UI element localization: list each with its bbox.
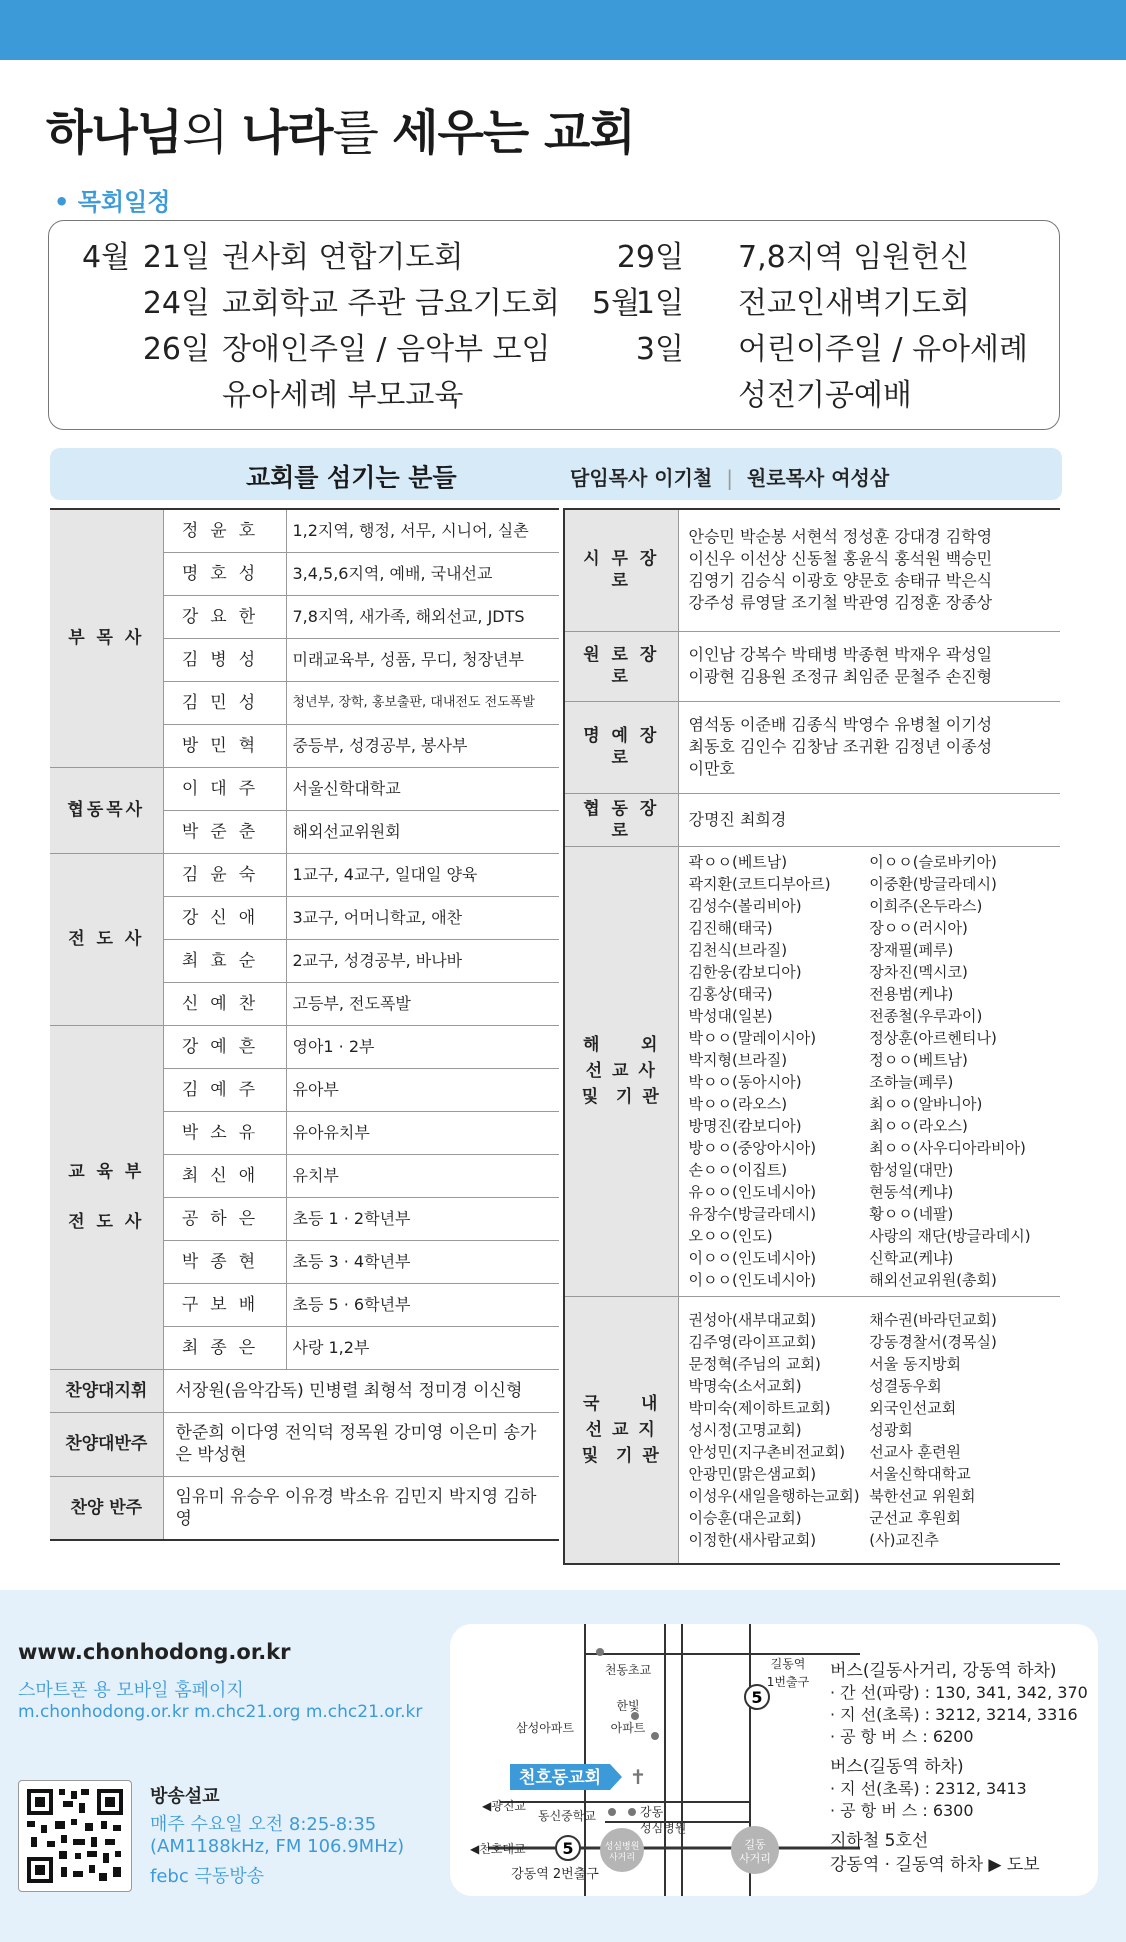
mission-entry: 안광민(맑은샘교회) bbox=[688, 1464, 817, 1483]
music-row bbox=[50, 1476, 559, 1540]
schedule-month: 5월 bbox=[592, 286, 641, 321]
elder-names-line: 강주성 류영달 조기철 박관영 김정훈 장종상 bbox=[688, 593, 993, 613]
map-label: ◀광진교 bbox=[482, 1799, 527, 1813]
staff-duty: 1교구, 4교구, 일대일 양육 bbox=[286, 853, 559, 896]
mission-entry: 최ㅇㅇ(라오스) bbox=[869, 1117, 968, 1135]
mission-entry: 이성우(새일을행하는교회) bbox=[688, 1486, 860, 1505]
bus1-line: · 공 항 버 스 : 6200 bbox=[830, 1727, 974, 1746]
mission-entry: 정ㅇㅇ(베트남) bbox=[869, 1051, 968, 1069]
bus1-line: · 지 선(초록) : 3212, 3214, 3316 bbox=[830, 1705, 1078, 1724]
staff-table-left bbox=[50, 508, 559, 1541]
map-label: 성심병원 bbox=[640, 1821, 687, 1835]
staff-banner bbox=[50, 448, 1062, 500]
schedule-day: 1일 bbox=[635, 286, 684, 321]
staff-category: 전 도 사 bbox=[50, 853, 163, 1025]
bus2-line: · 공 항 버 스 : 6300 bbox=[830, 1801, 974, 1820]
mobile-urls[interactable]: m.chonhodong.or.kr m.chc21.org m.chc21.or.kr bbox=[18, 1702, 423, 1722]
schedule-day: 26일 bbox=[142, 332, 210, 367]
schedule-event: 권사회 연합기도회 bbox=[222, 240, 464, 275]
mission-entry: 박미숙(제이하트교회) bbox=[688, 1398, 831, 1417]
mission-entry: 유장수(방글라데시) bbox=[688, 1205, 817, 1223]
map-label: 길동 bbox=[744, 1838, 766, 1851]
staff-name: 공하은 bbox=[163, 1197, 286, 1240]
mission-entry: 이중환(방글라데시) bbox=[869, 875, 997, 893]
broadcast-frequency: (AM1188kHz, FM 106.9MHz) bbox=[150, 1836, 405, 1857]
staff-banner-pastors bbox=[570, 462, 889, 491]
mission-entry: 오ㅇㅇ(인도) bbox=[688, 1227, 773, 1245]
staff-duty: 유아유치부 bbox=[286, 1111, 559, 1154]
mission-entry: 이ㅇㅇ(슬로바키아) bbox=[869, 853, 997, 871]
map-label: 강동 bbox=[640, 1805, 664, 1819]
staff-duty: 미래교육부, 성품, 무디, 청장년부 bbox=[286, 638, 559, 681]
mission-entry: 안성민(지구촌비전교회) bbox=[688, 1442, 846, 1461]
map-dot bbox=[608, 1808, 616, 1816]
elder-names-line: 안승민 박순봉 서현석 정성훈 강대경 김학영 bbox=[688, 527, 993, 547]
mission-column bbox=[689, 1309, 870, 1551]
church-label: 천호동교회 bbox=[518, 1768, 602, 1788]
broadcast-time: 매주 수요일 오전 8:25-8:35 bbox=[150, 1814, 377, 1835]
bus2-title: 버스(길동역 하차) bbox=[830, 1757, 964, 1777]
staff-name: 강요한 bbox=[163, 595, 286, 638]
mobile-label: 스마트폰 용 모바일 홈페이지 bbox=[18, 1680, 244, 1701]
staff-name: 박소유 bbox=[163, 1111, 286, 1154]
staff-table-right bbox=[563, 508, 1060, 1565]
page-title: 하나님의 나라를 세우는 교회 bbox=[46, 105, 635, 161]
elder-names-line: 강명진 최희경 bbox=[688, 809, 787, 829]
music-row bbox=[50, 1412, 559, 1476]
mission-entry: 이ㅇㅇ(인도네시아) bbox=[688, 1271, 817, 1289]
staff-name: 김예주 bbox=[163, 1068, 286, 1111]
mission-category-line: 해 외 bbox=[583, 1035, 660, 1055]
staff-duty: 3교구, 어머니학교, 애찬 bbox=[286, 896, 559, 939]
staff-duty: 초등 5 · 6학년부 bbox=[286, 1283, 559, 1326]
mission-entry: 박ㅇㅇ(말레이시아) bbox=[688, 1029, 817, 1047]
broadcast-title: 방송설교 bbox=[150, 1786, 220, 1807]
mission-entry: 황ㅇㅇ(네팔) bbox=[869, 1205, 954, 1223]
staff-name: 강신애 bbox=[163, 896, 286, 939]
mission-entry: 정상훈(아르헨티나) bbox=[869, 1029, 997, 1047]
mission-entry: 방명진(캄보디아) bbox=[688, 1117, 802, 1135]
music-category: 찬양대반주 bbox=[50, 1412, 163, 1476]
mission-entry: 김홍상(태국) bbox=[688, 985, 773, 1003]
staff-category bbox=[50, 1025, 163, 1369]
staff-name: 최종은 bbox=[163, 1326, 286, 1369]
staff-name: 방민혁 bbox=[163, 724, 286, 767]
mission-entry: 유ㅇㅇ(인도네시아) bbox=[688, 1183, 817, 1201]
elder-category: 협 동 장 로 bbox=[564, 793, 678, 846]
elder-names bbox=[678, 631, 1060, 701]
mission-entry: 전용범(케냐) bbox=[869, 985, 954, 1003]
mission-entry: 사랑의 재단(방글라데시) bbox=[869, 1227, 1031, 1245]
staff-duty: 해외선교위원회 bbox=[286, 810, 559, 853]
mission-row bbox=[564, 846, 1060, 1296]
mission-category-line: 선 교 지 bbox=[585, 1419, 657, 1440]
schedule-event: 성전기공예배 bbox=[738, 378, 912, 413]
elder-row bbox=[564, 701, 1060, 793]
staff-row bbox=[50, 853, 559, 896]
schedule-day: 21일 bbox=[142, 240, 210, 275]
staff-name: 이대주 bbox=[163, 767, 286, 810]
map-label: 천동초교 bbox=[604, 1663, 652, 1677]
elder-names-line: 염석동 이준배 김종식 박영수 유병철 이기성 bbox=[688, 715, 993, 734]
staff-duty: 청년부, 장학, 홍보출판, 대내전도 전도폭발 bbox=[286, 681, 559, 724]
map-label: 동신중학교 bbox=[538, 1809, 596, 1823]
mission-entry: 곽지환(코트디부아르) bbox=[688, 875, 831, 893]
map-label: 성심병원 bbox=[604, 1842, 640, 1852]
mission-entry: 이정한(새사람교회) bbox=[688, 1530, 817, 1549]
qr-code-icon[interactable] bbox=[18, 1780, 132, 1892]
staff-name: 신예찬 bbox=[163, 982, 286, 1025]
mission-entry: 장차진(멕시코) bbox=[869, 963, 968, 981]
staff-duty: 1,2지역, 행정, 서무, 시니어, 실촌 bbox=[286, 509, 559, 552]
music-row bbox=[50, 1369, 559, 1412]
mission-entry: 성광회 bbox=[869, 1420, 913, 1439]
mission-entry: 해외선교위원(총회) bbox=[869, 1271, 997, 1289]
map-label: 삼성아파트 bbox=[516, 1721, 574, 1735]
mission-entry: 방ㅇㅇ(중앙아시아) bbox=[688, 1139, 817, 1157]
music-category: 찬양 반주 bbox=[50, 1476, 163, 1540]
mission-entry: 김주영(라이프교회) bbox=[688, 1332, 817, 1351]
map-dot bbox=[628, 1808, 636, 1816]
staff-duty: 서울신학대학교 bbox=[286, 767, 559, 810]
mission-column bbox=[869, 1309, 1050, 1551]
mission-column bbox=[689, 851, 870, 1291]
mission-entry: 곽ㅇㅇ(베트남) bbox=[688, 853, 788, 871]
staff-duty: 유치부 bbox=[286, 1154, 559, 1197]
staff-category: 협동목사 bbox=[50, 767, 163, 853]
mission-entry: 김천식(브라질) bbox=[688, 941, 788, 959]
elder-names bbox=[678, 701, 1060, 793]
mission-entry: 함성일(대만) bbox=[869, 1161, 954, 1179]
mission-entry: 최ㅇㅇ(알바니아) bbox=[869, 1095, 983, 1113]
elder-category: 시 무 장 로 bbox=[564, 509, 678, 631]
schedule-event: 전교인새벽기도회 bbox=[738, 286, 970, 321]
mission-entry: 박ㅇㅇ(라오스) bbox=[688, 1095, 788, 1113]
bus2-line: · 지 선(초록) : 2312, 3413 bbox=[830, 1779, 1027, 1798]
staff-duty: 고등부, 전도폭발 bbox=[286, 982, 559, 1025]
music-category: 찬양대지휘 bbox=[50, 1369, 163, 1412]
subway-title: 지하철 5호선 bbox=[830, 1831, 929, 1851]
map-dot bbox=[596, 1648, 604, 1656]
mission-category-line: 선 교 사 bbox=[585, 1061, 657, 1081]
staff-duty: 중등부, 성경공부, 봉사부 bbox=[286, 724, 559, 767]
map-label: 강동역 2번출구 bbox=[511, 1867, 599, 1882]
map-dot bbox=[631, 1712, 639, 1720]
staff-duty: 2교구, 성경공부, 바나바 bbox=[286, 939, 559, 982]
mission-entry: 선교사 훈련원 bbox=[869, 1442, 961, 1461]
bus1-line: · 간 선(파랑) : 130, 341, 342, 370 bbox=[830, 1683, 1088, 1702]
schedule-event: 7,8지역 임원헌신 bbox=[738, 240, 970, 275]
mission-entry: 권성아(새부대교회) bbox=[688, 1310, 817, 1329]
subway-line: 강동역 · 길동역 하차 ▶ 도보 bbox=[830, 1855, 1040, 1875]
schedule-event: 교회학교 주관 금요기도회 bbox=[222, 286, 560, 321]
elder-names-line: 김영기 김승식 이광호 양문호 송태규 박은식 bbox=[688, 571, 993, 591]
staff-name: 최신애 bbox=[163, 1154, 286, 1197]
map-label: 길동역 bbox=[770, 1657, 806, 1671]
music-members: 한준희 이다영 전익덕 정목원 강미영 이은미 송가은 박성현 bbox=[163, 1412, 559, 1476]
staff-category-line: 교 육 부 bbox=[68, 1162, 145, 1182]
staff-name: 강예흔 bbox=[163, 1025, 286, 1068]
elder-row bbox=[564, 793, 1060, 846]
broadcast-station: febc 극동방송 bbox=[150, 1866, 265, 1887]
mission-entry: 장ㅇㅇ(러시아) bbox=[869, 919, 968, 937]
mission-category bbox=[564, 846, 678, 1296]
map-label: 사거리 bbox=[739, 1852, 771, 1865]
mission-entry: 김성수(볼리비아) bbox=[688, 897, 802, 915]
mission-entry: 북한선교 위원회 bbox=[869, 1486, 976, 1505]
mission-entry: 현동석(케냐) bbox=[869, 1183, 954, 1201]
map-label: 사거리 bbox=[608, 1853, 636, 1863]
schedule-event: 유아세례 부모교육 bbox=[222, 378, 464, 413]
staff-name: 최효순 bbox=[163, 939, 286, 982]
mission-entry: 김한웅(캄보디아) bbox=[688, 963, 802, 981]
schedule-day: 29일 bbox=[616, 240, 684, 275]
schedule-day: 24일 bbox=[142, 286, 210, 321]
mission-entry: 박지형(브라질) bbox=[688, 1051, 788, 1069]
staff-duty: 초등 3 · 4학년부 bbox=[286, 1240, 559, 1283]
schedule-event: 장애인주일 / 음악부 모임 bbox=[222, 332, 551, 367]
elder-names-line: 최동호 김인수 김창남 조귀환 김정년 이종성 bbox=[688, 737, 993, 756]
staff-name: 구보배 bbox=[163, 1283, 286, 1326]
map-label: 아파트 bbox=[610, 1721, 646, 1735]
schedule-day: 3일 bbox=[635, 332, 684, 367]
staff-banner-title: 교회를 섬기는 분들 bbox=[246, 463, 457, 492]
music-members: 서장원(음악감독) 민병렬 최형석 정미경 이신형 bbox=[163, 1369, 559, 1412]
schedule-month: 4월 bbox=[82, 240, 131, 275]
schedule-heading: • 목회일정 bbox=[54, 188, 171, 216]
elder-category: 명 예 장 로 bbox=[564, 701, 678, 793]
mission-entry: 박성대(일본) bbox=[688, 1007, 773, 1025]
staff-duty: 영아1 · 2부 bbox=[286, 1025, 559, 1068]
mission-entry: 이희주(온두라스) bbox=[869, 897, 983, 915]
staff-name: 김병성 bbox=[163, 638, 286, 681]
music-members: 임유미 유승우 이유경 박소유 김민지 박지영 김하영 bbox=[163, 1476, 559, 1540]
staff-category-line: 전 도 사 bbox=[68, 1212, 145, 1232]
map-dot bbox=[651, 1732, 659, 1740]
mission-entry: 서울신학대학교 bbox=[869, 1464, 971, 1483]
mission-entry: 이ㅇㅇ(인도네시아) bbox=[688, 1249, 817, 1267]
mission-entry: 신학교(케냐) bbox=[869, 1249, 954, 1267]
cross-icon: ✝ bbox=[629, 1765, 647, 1789]
elder-names-line: 이신우 이선상 신동철 홍윤식 홍석원 백승민 bbox=[688, 549, 993, 569]
website-link[interactable]: www.chonhodong.or.kr bbox=[18, 1640, 291, 1664]
staff-category: 부 목 사 bbox=[50, 509, 163, 767]
elder-names bbox=[678, 793, 1060, 846]
mission-entry: 조하늘(페루) bbox=[869, 1073, 954, 1091]
staff-name: 김민성 bbox=[163, 681, 286, 724]
top-color-bar bbox=[0, 0, 1126, 60]
staff-duty: 3,4,5,6지역, 예배, 국내선교 bbox=[286, 552, 559, 595]
station-5-label-bottom: 5 bbox=[562, 1839, 574, 1858]
staff-row bbox=[50, 1025, 559, 1068]
elder-names-line: 이인남 강복수 박태병 박종현 박재우 곽성일 bbox=[688, 645, 993, 664]
mission-entry: 박ㅇㅇ(동아시아) bbox=[688, 1073, 802, 1091]
staff-name: 박준춘 bbox=[163, 810, 286, 853]
mission-entry: 외국인선교회 bbox=[869, 1398, 957, 1417]
mission-entry: 최ㅇㅇ(사우디아라비아) bbox=[869, 1139, 1026, 1157]
mission-entry: 장재필(페루) bbox=[869, 941, 954, 959]
staff-duty: 유아부 bbox=[286, 1068, 559, 1111]
mission-entry: 서울 동지방회 bbox=[869, 1354, 961, 1373]
map-label: 한빛 bbox=[616, 1699, 640, 1713]
staff-duty: 초등 1 · 2학년부 bbox=[286, 1197, 559, 1240]
mission-entry: 이승훈(대은교회) bbox=[688, 1508, 802, 1527]
mission-entry: 박명숙(소서교회) bbox=[688, 1376, 802, 1395]
schedule-event: 어린이주일 / 유아세례 bbox=[738, 332, 1028, 367]
mission-entry: 채수권(바라던교회) bbox=[869, 1310, 997, 1329]
mission-entry: 김진해(태국) bbox=[688, 919, 773, 937]
senior-pastor: 담임목사 이기철 bbox=[570, 466, 713, 490]
mission-column bbox=[869, 851, 1050, 1291]
mission-entry: 성시정(고명교회) bbox=[688, 1420, 802, 1439]
staff-duty: 7,8지역, 새가족, 해외선교, JDTS bbox=[286, 595, 559, 638]
mission-category bbox=[564, 1296, 678, 1564]
staff-name: 김윤숙 bbox=[163, 853, 286, 896]
elder-names-line: 이만호 bbox=[688, 759, 735, 778]
map-label: 1번출구 bbox=[766, 1675, 810, 1689]
separator: | bbox=[726, 466, 733, 490]
emeritus-pastor: 원로목사 여성삼 bbox=[746, 466, 890, 490]
mission-list bbox=[678, 1296, 1060, 1564]
mission-category-line: 국 내 bbox=[583, 1393, 660, 1414]
staff-name: 명호성 bbox=[163, 552, 286, 595]
mission-entry: 강동경찰서(경목실) bbox=[869, 1332, 997, 1351]
elder-row bbox=[564, 509, 1060, 631]
staff-name: 박종현 bbox=[163, 1240, 286, 1283]
mission-entry: 전종철(우루과이) bbox=[869, 1007, 983, 1025]
mission-entry: 성결동우회 bbox=[869, 1376, 942, 1395]
map-label: ◀천호대교 bbox=[470, 1842, 526, 1856]
bus1-title: 버스(길동사거리, 강동역 하차) bbox=[830, 1661, 1057, 1681]
church-pointer-icon bbox=[610, 1764, 622, 1790]
mission-category-line: 및 기 관 bbox=[581, 1445, 661, 1466]
mission-category-line: 및 기 관 bbox=[581, 1087, 661, 1107]
staff-row bbox=[50, 509, 559, 552]
mission-entry: (사)교진추 bbox=[869, 1530, 939, 1549]
mission-list bbox=[678, 846, 1060, 1296]
mission-entry: 군선교 후원회 bbox=[869, 1508, 961, 1527]
mission-entry: 문정혁(주님의 교회) bbox=[688, 1354, 821, 1373]
staff-row bbox=[50, 767, 559, 810]
elder-category: 원 로 장 로 bbox=[564, 631, 678, 701]
mission-entry: 손ㅇㅇ(이집트) bbox=[688, 1161, 788, 1179]
station-5-label-top: 5 bbox=[751, 1688, 763, 1707]
elder-row bbox=[564, 631, 1060, 701]
elder-names-line: 이광현 김용원 조정규 최임준 문철주 손진형 bbox=[688, 667, 993, 686]
staff-name: 정윤호 bbox=[163, 509, 286, 552]
elder-names bbox=[678, 509, 1060, 631]
staff-duty: 사랑 1,2부 bbox=[286, 1326, 559, 1369]
mission-row bbox=[564, 1296, 1060, 1564]
